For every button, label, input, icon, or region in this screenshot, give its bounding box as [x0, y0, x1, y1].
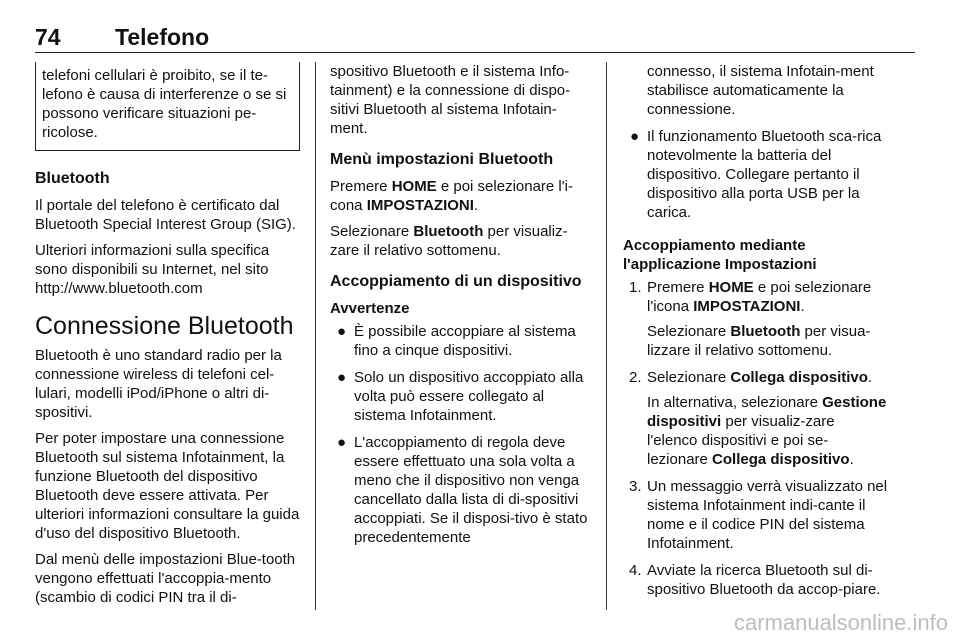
column-1: [35, 62, 300, 614]
paragraph: Premere HOME e poi selezionare l'i-cona IMPOSTAZIONI.: [330, 178, 573, 214]
page-number: 74: [35, 24, 61, 50]
bullet-icon: ●: [337, 434, 347, 451]
column-divider: [606, 62, 607, 610]
note-text: telefoni cellulari è proibito, se il te-lefono è causa di interferenze o se si possono verificare situazioni pe-ricolose.: [42, 67, 287, 141]
step-item: 4. Avviate la ricerca Bluetooth sul di-spositivo Bluetooth da accop-piare.: [629, 562, 881, 598]
step-item: 2. Selezionare Collega dispositivo. In alternativa, selezionare Gestione dispositivi per visualiz-zare l'elenco dispositivi e poi se-lezionare Collega dispositivo.: [629, 369, 887, 468]
page-title: Telefono: [115, 24, 210, 50]
menu-heading: Menù impostazioni Bluetooth: [330, 151, 554, 168]
step-item: 1. Premere HOME e poi selezionare l'icona IMPOSTAZIONI. Selezionare Bluetooth per visua-lizzare il relativo sottomenu.: [629, 279, 872, 359]
warning-heading: Avvertenze: [330, 300, 410, 317]
app-pairing-heading: Accoppiamento mediante l'applicazione Impostazioni: [623, 237, 817, 273]
steps-list: [623, 278, 888, 599]
page-header: [35, 22, 915, 53]
column-divider: [315, 62, 316, 610]
warning-list: [330, 322, 592, 547]
list-item: ● Solo un dispositivo accoppiato alla volta può essere collegato al sistema Infotainment.: [337, 369, 584, 424]
bluetooth-heading: Bluetooth: [35, 170, 110, 187]
paragraph: Per poter impostare una connessione Bluetooth sul sistema Infotainment, la funzione Bluetooth del dispositivo Bluetooth deve essere attivata. Per ulteriori informazioni consultare la guida d'uso del dispositivo Bluetooth.: [35, 430, 300, 542]
paragraph: Bluetooth è uno standard radio per la connessione wireless di telefoni cel-lulari, modelli iPod/iPhone o altri di-spositivi.: [35, 347, 282, 421]
warning-note-box: [35, 62, 300, 151]
list-item: ● L'accoppiamento di regola deve essere effettuato una sola volta a meno che il dispositivo non venga cancellato dalla lista di di-spositivi accoppiati. Se il disposi-tivo è stato precedentemente: [337, 434, 588, 546]
list-item-continued: connesso, il sistema Infotain-ment stabilisce automaticamente la connessione.: [647, 63, 874, 118]
column-3: [623, 62, 888, 607]
step-item: 3. Un messaggio verrà visualizzato nel sistema Infotainment indi-cante il nome e il codice PIN del sistema Infotainment.: [629, 478, 888, 552]
bullet-icon: ●: [337, 369, 347, 386]
paragraph: Il portale del telefono è certificato dal Bluetooth Special Interest Group (SIG).: [35, 197, 296, 233]
bullet-icon: ●: [337, 323, 347, 340]
paragraph: Ulteriori informazioni sulla specifica sono disponibili su Internet, nel sito http://www.bluetooth.com: [35, 242, 270, 297]
warning-list-continued: [623, 62, 888, 222]
section-heading: Connessione Bluetooth: [35, 312, 294, 340]
pairing-heading: Accoppiamento di un dispositivo: [330, 273, 582, 290]
paragraph: spositivo Bluetooth e il sistema Info-tainment) e la connessione di dispo-sitivi Bluetooth al sistema Infotain-ment.: [330, 63, 571, 137]
paragraph: Selezionare Bluetooth per visualiz-zare il relativo sottomenu.: [330, 223, 568, 259]
bullet-icon: ●: [630, 128, 640, 145]
watermark: carmanualsonline.info: [733, 610, 948, 635]
paragraph: Dal menù delle impostazioni Blue-tooth vengono effettuati l'accoppia-mento (scambio di codici PIN tra il di-: [35, 551, 296, 606]
list-item: ● Il funzionamento Bluetooth sca-rica notevolmente la batteria del dispositivo. Collegare pertanto il dispositivo alla porta USB per la carica.: [630, 128, 882, 221]
column-2: [330, 62, 592, 555]
list-item: ● È possibile accoppiare al sistema fino a cinque dispositivi.: [337, 323, 576, 359]
